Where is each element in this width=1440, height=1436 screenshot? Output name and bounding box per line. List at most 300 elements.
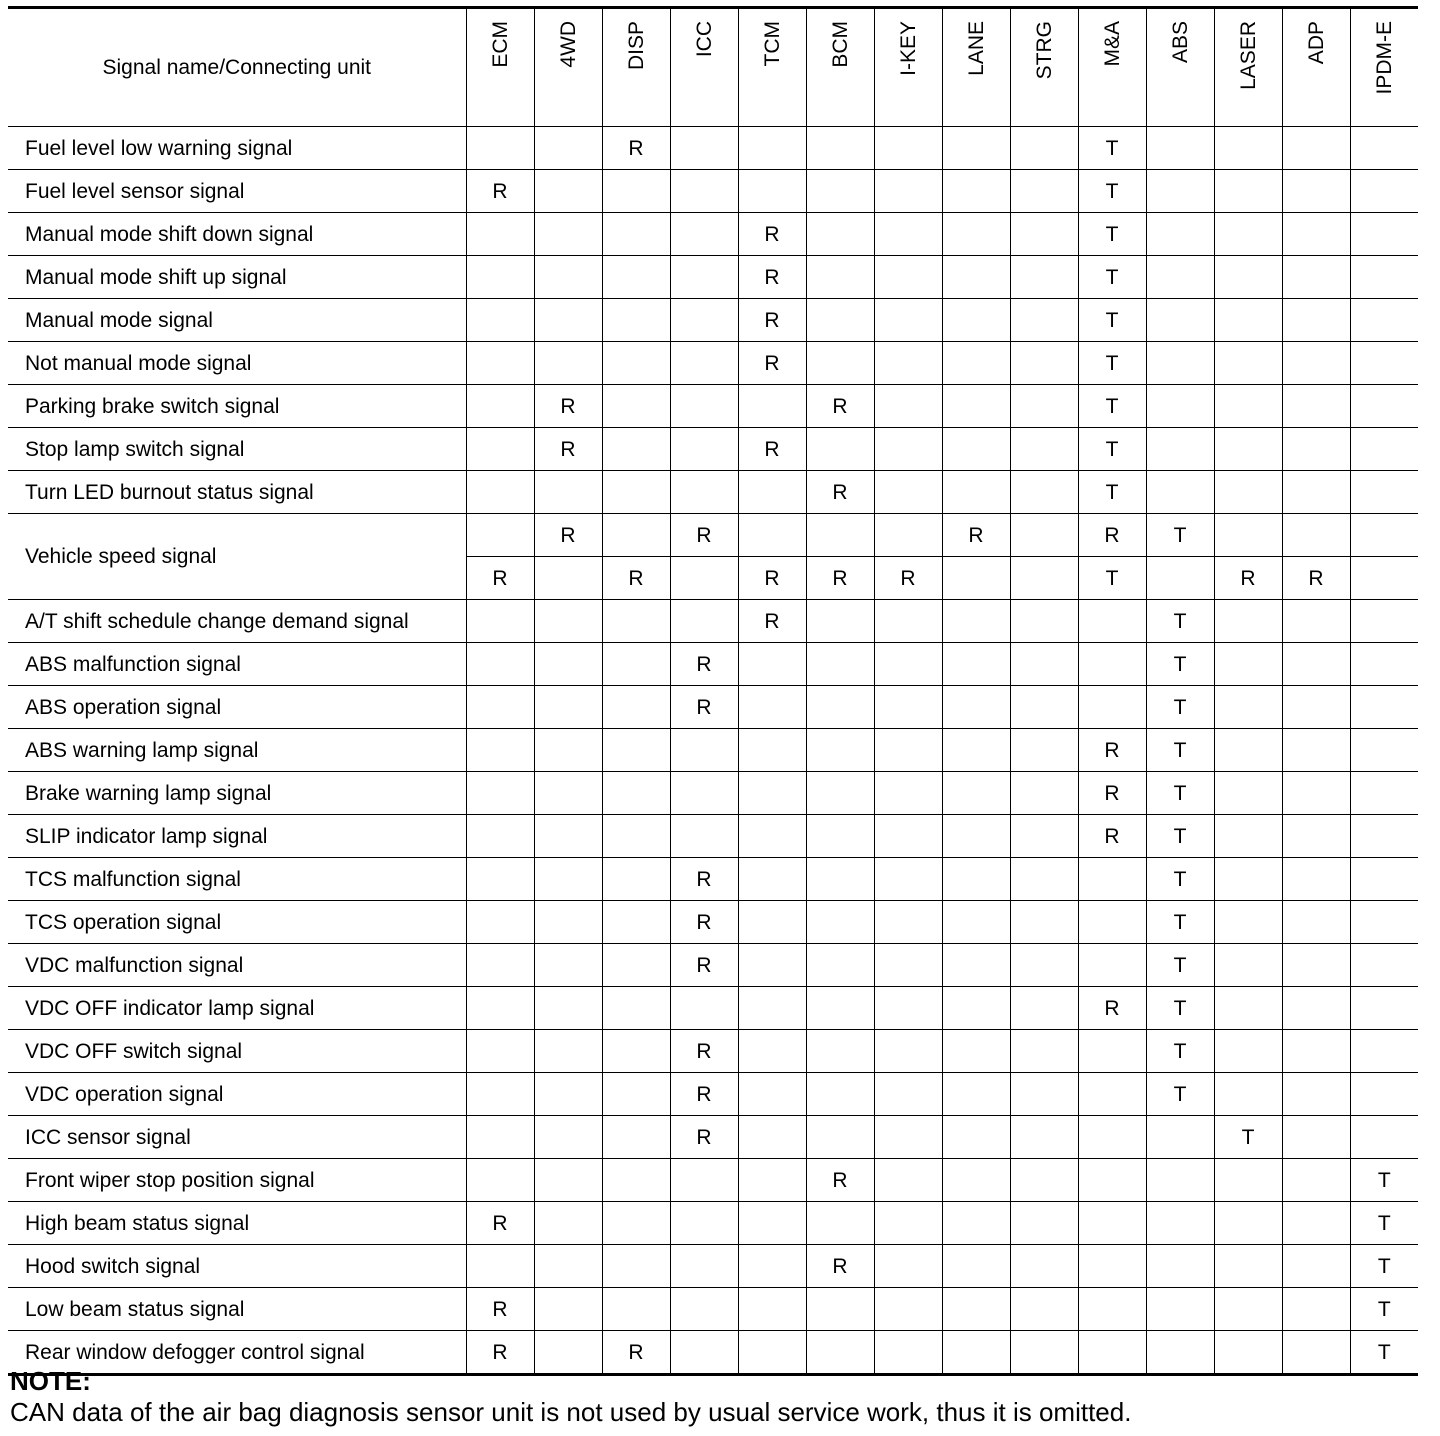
signal-cell-strg [1010, 170, 1078, 213]
signal-cell-lane [942, 600, 1010, 643]
signal-cell-bcm [806, 170, 874, 213]
signal-cell-bcm: R [806, 1245, 874, 1288]
table-row [8, 1159, 1418, 1202]
signal-cell-m-and-a: T [1078, 428, 1146, 471]
signal-cell-lane [942, 1288, 1010, 1331]
signal-name-cell: Fuel level low warning signal [8, 127, 466, 170]
signal-cell-ipdm-e [1350, 213, 1418, 256]
signal-cell-i-key [874, 729, 942, 772]
signal-cell-laser [1214, 299, 1282, 342]
signal-cell-bcm [806, 1288, 874, 1331]
signal-cell-i-key [874, 1116, 942, 1159]
signal-cell-strg [1010, 299, 1078, 342]
signal-cell-ecm [466, 686, 534, 729]
signal-cell-tcm [738, 643, 806, 686]
signal-cell-ipdm-e [1350, 514, 1418, 557]
signal-cell-4wd: R [534, 385, 602, 428]
signal-cell-4wd [534, 1202, 602, 1245]
signal-cell-i-key [874, 643, 942, 686]
signal-cell-tcm: R [738, 299, 806, 342]
signal-cell-icc [670, 342, 738, 385]
signal-cell-adp [1282, 299, 1350, 342]
signal-cell-abs: T [1146, 815, 1214, 858]
signal-cell-4wd [534, 1116, 602, 1159]
signal-cell-laser [1214, 256, 1282, 299]
signal-cell-laser [1214, 342, 1282, 385]
signal-cell-bcm: R [806, 1159, 874, 1202]
signal-cell-i-key [874, 1030, 942, 1073]
table-row [8, 170, 1418, 213]
signal-cell-lane [942, 1245, 1010, 1288]
signal-cell-ipdm-e [1350, 428, 1418, 471]
table-row [8, 1116, 1418, 1159]
signal-cell-m-and-a: T [1078, 170, 1146, 213]
signal-cell-bcm [806, 729, 874, 772]
signal-cell-bcm [806, 772, 874, 815]
signal-cell-strg [1010, 729, 1078, 772]
signal-cell-4wd [534, 213, 602, 256]
signal-cell-i-key [874, 1288, 942, 1331]
signal-cell-abs: T [1146, 901, 1214, 944]
signal-cell-4wd [534, 600, 602, 643]
signal-cell-lane [942, 127, 1010, 170]
signal-cell-icc [670, 213, 738, 256]
signal-name-cell: VDC OFF indicator lamp signal [8, 987, 466, 1030]
header-row [8, 8, 1418, 127]
signal-cell-i-key [874, 686, 942, 729]
signal-name-cell: High beam status signal [8, 1202, 466, 1245]
signal-cell-i-key [874, 127, 942, 170]
signal-cell-disp [602, 1159, 670, 1202]
signal-cell-laser [1214, 127, 1282, 170]
signal-cell-abs [1146, 299, 1214, 342]
table-row [8, 1288, 1418, 1331]
unit-header-4wd: 4WD [534, 8, 602, 127]
signal-cell-ecm: R [466, 1331, 534, 1375]
signal-cell-adp [1282, 643, 1350, 686]
unit-header-m-and-a: M&A [1078, 8, 1146, 127]
signal-name-cell: Low beam status signal [8, 1288, 466, 1331]
signal-cell-m-and-a: T [1078, 471, 1146, 514]
signal-cell-laser [1214, 1030, 1282, 1073]
signal-name-cell: Manual mode signal [8, 299, 466, 342]
signal-cell-tcm [738, 170, 806, 213]
signal-cell-ecm [466, 772, 534, 815]
signal-cell-strg [1010, 987, 1078, 1030]
signal-cell-icc [670, 1159, 738, 1202]
signal-cell-bcm [806, 858, 874, 901]
signal-cell-ipdm-e: T [1350, 1202, 1418, 1245]
signal-cell-tcm [738, 815, 806, 858]
signal-cell-ipdm-e [1350, 1030, 1418, 1073]
signal-cell-i-key [874, 1245, 942, 1288]
signal-cell-bcm [806, 987, 874, 1030]
note-text: CAN data of the air bag diagnosis sensor unit is not used by usual service work, thus it is omitted. [10, 1397, 1132, 1427]
signal-cell-ipdm-e [1350, 858, 1418, 901]
signal-cell-strg [1010, 772, 1078, 815]
signal-cell-bcm [806, 514, 874, 557]
signal-cell-adp [1282, 1202, 1350, 1245]
signal-cell-adp [1282, 514, 1350, 557]
signal-cell-laser [1214, 643, 1282, 686]
signal-cell-bcm [806, 342, 874, 385]
signal-cell-abs: T [1146, 729, 1214, 772]
signal-cell-ecm: R [466, 557, 534, 600]
table-row [8, 729, 1418, 772]
signal-cell-abs [1146, 1245, 1214, 1288]
table-row [8, 600, 1418, 643]
signal-cell-laser [1214, 686, 1282, 729]
signal-cell-icc [670, 987, 738, 1030]
signal-cell-abs: T [1146, 1030, 1214, 1073]
signal-cell-abs: T [1146, 772, 1214, 815]
signal-cell-lane [942, 256, 1010, 299]
unit-header-ipdm-e: IPDM-E [1350, 8, 1418, 127]
signal-cell-lane [942, 213, 1010, 256]
signal-cell-laser [1214, 471, 1282, 514]
table-row [8, 1245, 1418, 1288]
signal-cell-lane [942, 729, 1010, 772]
signal-cell-adp [1282, 471, 1350, 514]
signal-cell-strg [1010, 686, 1078, 729]
table-row [8, 213, 1418, 256]
signal-cell-4wd [534, 686, 602, 729]
signal-cell-abs [1146, 256, 1214, 299]
signal-cell-i-key [874, 901, 942, 944]
signal-cell-ipdm-e [1350, 643, 1418, 686]
signal-cell-adp [1282, 1288, 1350, 1331]
signal-cell-disp: R [602, 557, 670, 600]
signal-cell-strg [1010, 1245, 1078, 1288]
signal-name-cell: Vehicle speed signal [8, 514, 466, 600]
signal-cell-ipdm-e [1350, 944, 1418, 987]
signal-cell-i-key [874, 385, 942, 428]
signal-cell-ecm [466, 901, 534, 944]
signal-cell-adp [1282, 729, 1350, 772]
signal-cell-ecm [466, 729, 534, 772]
signal-cell-adp [1282, 686, 1350, 729]
signal-cell-ecm: R [466, 1202, 534, 1245]
signal-cell-4wd [534, 1073, 602, 1116]
signal-cell-disp [602, 342, 670, 385]
signal-cell-abs [1146, 342, 1214, 385]
signal-cell-ecm [466, 1073, 534, 1116]
signal-cell-disp [602, 1288, 670, 1331]
signal-cell-adp [1282, 1159, 1350, 1202]
signal-cell-lane [942, 901, 1010, 944]
signal-name-cell: Not manual mode signal [8, 342, 466, 385]
signal-cell-strg [1010, 1073, 1078, 1116]
signal-cell-abs [1146, 127, 1214, 170]
signal-cell-bcm [806, 428, 874, 471]
signal-cell-strg [1010, 557, 1078, 600]
signal-cell-bcm [806, 1202, 874, 1245]
signal-cell-laser [1214, 858, 1282, 901]
unit-header-adp: ADP [1282, 8, 1350, 127]
signal-cell-lane [942, 428, 1010, 471]
table-row [8, 1030, 1418, 1073]
signal-cell-abs: T [1146, 514, 1214, 557]
signal-cell-lane [942, 170, 1010, 213]
signal-cell-disp [602, 170, 670, 213]
signal-cell-icc [670, 772, 738, 815]
unit-header-abs: ABS [1146, 8, 1214, 127]
signal-cell-ipdm-e [1350, 686, 1418, 729]
signal-cell-4wd [534, 858, 602, 901]
table-row [8, 471, 1418, 514]
signal-cell-ecm [466, 1159, 534, 1202]
signal-cell-i-key [874, 213, 942, 256]
signal-cell-lane [942, 1202, 1010, 1245]
signal-cell-adp [1282, 213, 1350, 256]
signal-cell-disp [602, 772, 670, 815]
signal-cell-ecm [466, 385, 534, 428]
signal-cell-strg [1010, 815, 1078, 858]
signal-cell-disp [602, 385, 670, 428]
signal-cell-tcm [738, 514, 806, 557]
signal-cell-ipdm-e [1350, 170, 1418, 213]
signal-cell-laser [1214, 987, 1282, 1030]
signal-cell-bcm [806, 643, 874, 686]
table-row [8, 299, 1418, 342]
signal-cell-4wd [534, 987, 602, 1030]
signal-name-cell: Manual mode shift down signal [8, 213, 466, 256]
signal-cell-disp [602, 1116, 670, 1159]
signal-cell-lane [942, 299, 1010, 342]
signal-cell-m-and-a: T [1078, 256, 1146, 299]
signal-cell-icc [670, 1202, 738, 1245]
signal-cell-i-key [874, 600, 942, 643]
signal-cell-adp [1282, 1116, 1350, 1159]
signal-cell-strg [1010, 127, 1078, 170]
signal-name-header: Signal name/Connecting unit [8, 8, 466, 127]
signal-cell-m-and-a: R [1078, 815, 1146, 858]
signal-cell-laser: R [1214, 557, 1282, 600]
signal-cell-4wd: R [534, 514, 602, 557]
signal-cell-icc: R [670, 944, 738, 987]
signal-cell-ecm [466, 987, 534, 1030]
signal-name-cell: ABS operation signal [8, 686, 466, 729]
signal-cell-ipdm-e [1350, 342, 1418, 385]
signal-cell-bcm [806, 1030, 874, 1073]
signal-cell-m-and-a [1078, 1073, 1146, 1116]
signal-cell-ipdm-e [1350, 815, 1418, 858]
signal-cell-m-and-a [1078, 1245, 1146, 1288]
signal-cell-m-and-a: T [1078, 213, 1146, 256]
signal-cell-strg [1010, 342, 1078, 385]
signal-cell-icc [670, 256, 738, 299]
signal-cell-strg [1010, 514, 1078, 557]
signal-cell-disp [602, 1245, 670, 1288]
signal-cell-4wd [534, 729, 602, 772]
signal-cell-bcm [806, 299, 874, 342]
signal-cell-tcm [738, 1288, 806, 1331]
signal-cell-m-and-a [1078, 1288, 1146, 1331]
table-row [8, 127, 1418, 170]
signal-cell-strg [1010, 1116, 1078, 1159]
signal-cell-abs [1146, 1202, 1214, 1245]
signal-cell-icc [670, 428, 738, 471]
signal-cell-icc: R [670, 1030, 738, 1073]
signal-cell-ecm [466, 1030, 534, 1073]
signal-cell-4wd [534, 557, 602, 600]
signal-cell-4wd [534, 342, 602, 385]
signal-cell-strg [1010, 471, 1078, 514]
signal-cell-adp [1282, 600, 1350, 643]
signal-cell-icc [670, 729, 738, 772]
signal-name-cell: Fuel level sensor signal [8, 170, 466, 213]
signal-cell-tcm: R [738, 428, 806, 471]
signal-cell-4wd [534, 1159, 602, 1202]
signal-cell-bcm: R [806, 471, 874, 514]
signal-cell-abs [1146, 1159, 1214, 1202]
signal-cell-abs [1146, 428, 1214, 471]
signal-cell-i-key [874, 772, 942, 815]
signal-cell-tcm [738, 471, 806, 514]
signal-cell-lane [942, 342, 1010, 385]
table-row [8, 815, 1418, 858]
signal-cell-icc [670, 815, 738, 858]
signal-cell-ipdm-e [1350, 385, 1418, 428]
signal-cell-adp [1282, 170, 1350, 213]
unit-header-strg: STRG [1010, 8, 1078, 127]
signal-cell-ecm [466, 342, 534, 385]
signal-cell-i-key [874, 1159, 942, 1202]
signal-cell-i-key: R [874, 557, 942, 600]
signal-cell-lane [942, 557, 1010, 600]
signal-cell-4wd [534, 471, 602, 514]
signal-cell-ipdm-e: T [1350, 1331, 1418, 1375]
signal-cell-bcm [806, 686, 874, 729]
signal-cell-m-and-a: R [1078, 987, 1146, 1030]
signal-cell-icc [670, 127, 738, 170]
signal-cell-ecm [466, 600, 534, 643]
signal-cell-bcm [806, 815, 874, 858]
signal-cell-4wd [534, 256, 602, 299]
signal-cell-tcm [738, 385, 806, 428]
unit-header-icc: ICC [670, 8, 738, 127]
signal-cell-ipdm-e: T [1350, 1159, 1418, 1202]
signal-cell-tcm [738, 686, 806, 729]
signal-cell-ipdm-e [1350, 127, 1418, 170]
signal-cell-ipdm-e [1350, 772, 1418, 815]
signal-cell-icc [670, 385, 738, 428]
signal-cell-m-and-a: R [1078, 514, 1146, 557]
signal-cell-laser [1214, 385, 1282, 428]
table-row [8, 686, 1418, 729]
signal-cell-strg [1010, 1202, 1078, 1245]
signal-cell-ecm [466, 471, 534, 514]
signal-cell-strg [1010, 385, 1078, 428]
signal-cell-abs [1146, 471, 1214, 514]
signal-name-cell: Turn LED burnout status signal [8, 471, 466, 514]
signal-cell-disp: R [602, 127, 670, 170]
signal-cell-laser [1214, 1073, 1282, 1116]
signal-cell-laser [1214, 1159, 1282, 1202]
signal-cell-lane [942, 815, 1010, 858]
signal-cell-tcm: R [738, 256, 806, 299]
signal-cell-icc [670, 1245, 738, 1288]
signal-cell-strg [1010, 600, 1078, 643]
signal-cell-abs [1146, 1288, 1214, 1331]
signal-cell-disp [602, 299, 670, 342]
signal-cell-i-key [874, 1073, 942, 1116]
signal-cell-lane [942, 471, 1010, 514]
signal-cell-adp [1282, 901, 1350, 944]
table-row [8, 858, 1418, 901]
signal-name-cell: TCS operation signal [8, 901, 466, 944]
signal-cell-abs [1146, 213, 1214, 256]
signal-cell-tcm [738, 1159, 806, 1202]
signal-cell-ipdm-e [1350, 1073, 1418, 1116]
signal-cell-bcm [806, 1116, 874, 1159]
signal-cell-lane [942, 1030, 1010, 1073]
signal-cell-disp [602, 213, 670, 256]
signal-cell-ipdm-e [1350, 471, 1418, 514]
signal-cell-abs: T [1146, 1073, 1214, 1116]
signal-cell-bcm [806, 600, 874, 643]
signal-cell-ipdm-e [1350, 600, 1418, 643]
signal-cell-disp [602, 428, 670, 471]
signal-cell-4wd [534, 901, 602, 944]
signal-cell-i-key [874, 944, 942, 987]
signal-cell-disp [602, 471, 670, 514]
table-row [8, 901, 1418, 944]
signal-cell-icc [670, 557, 738, 600]
signal-cell-adp [1282, 1073, 1350, 1116]
signal-cell-m-and-a: T [1078, 299, 1146, 342]
signal-cell-strg [1010, 901, 1078, 944]
signal-cell-lane [942, 858, 1010, 901]
signal-cell-laser [1214, 213, 1282, 256]
signal-cell-ipdm-e [1350, 987, 1418, 1030]
signal-cell-laser [1214, 815, 1282, 858]
signal-cell-adp [1282, 772, 1350, 815]
signal-cell-disp [602, 858, 670, 901]
signal-cell-i-key [874, 987, 942, 1030]
signal-cell-abs: T [1146, 686, 1214, 729]
signal-cell-m-and-a [1078, 643, 1146, 686]
can-signal-table [8, 6, 1418, 1376]
signal-name-cell: VDC operation signal [8, 1073, 466, 1116]
signal-cell-disp [602, 729, 670, 772]
signal-cell-m-and-a: T [1078, 385, 1146, 428]
signal-cell-bcm [806, 213, 874, 256]
signal-cell-strg [1010, 1288, 1078, 1331]
signal-cell-ecm [466, 514, 534, 557]
signal-cell-ecm [466, 1116, 534, 1159]
signal-cell-abs: T [1146, 600, 1214, 643]
signal-cell-tcm [738, 1073, 806, 1116]
signal-cell-i-key [874, 815, 942, 858]
signal-cell-laser [1214, 729, 1282, 772]
signal-cell-i-key [874, 858, 942, 901]
signal-cell-tcm [738, 127, 806, 170]
signal-cell-adp [1282, 1245, 1350, 1288]
signal-cell-disp [602, 815, 670, 858]
signal-cell-ipdm-e [1350, 299, 1418, 342]
signal-cell-lane [942, 944, 1010, 987]
signal-cell-i-key [874, 170, 942, 213]
table-row [8, 385, 1418, 428]
signal-name-cell: VDC OFF switch signal [8, 1030, 466, 1073]
signal-cell-tcm: R [738, 213, 806, 256]
signal-cell-disp [602, 514, 670, 557]
signal-cell-ecm [466, 428, 534, 471]
signal-cell-icc [670, 299, 738, 342]
signal-cell-laser: T [1214, 1116, 1282, 1159]
signal-name-cell: ICC sensor signal [8, 1116, 466, 1159]
